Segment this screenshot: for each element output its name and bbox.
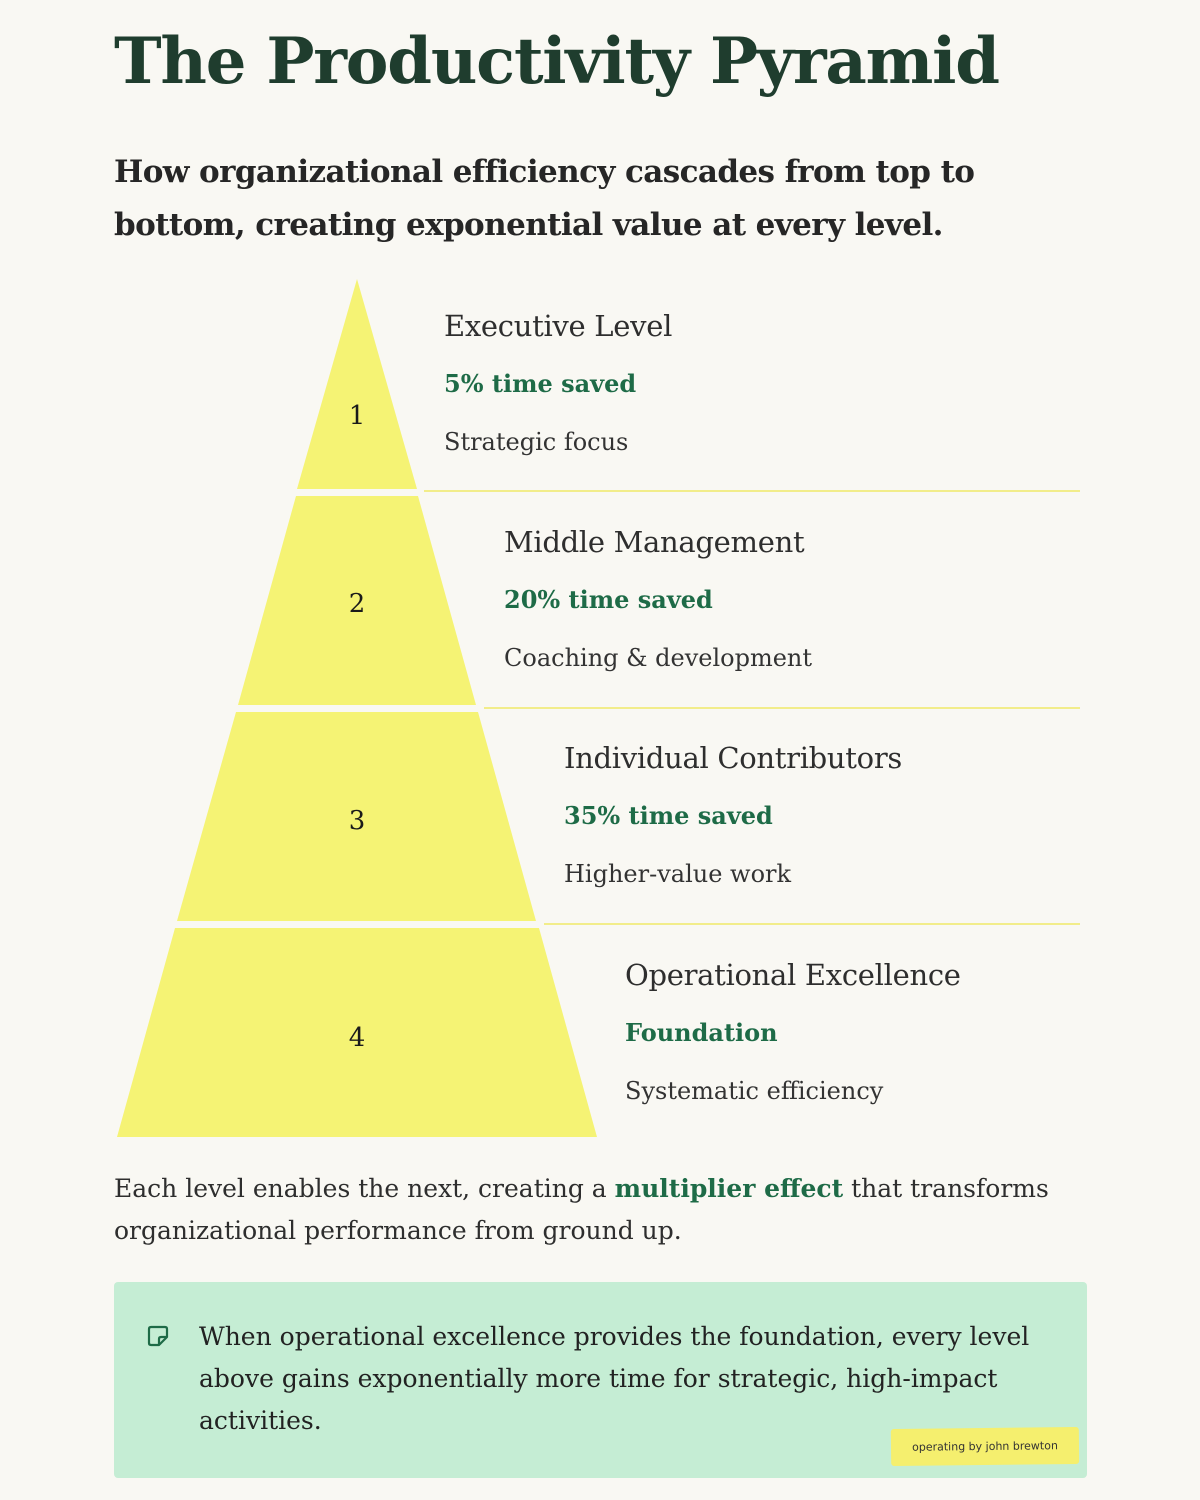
level-4-info [625, 957, 961, 1109]
level-description: Higher-value work [564, 860, 792, 888]
page-title: The Productivity Pyramid [114, 24, 999, 99]
level-description: Systematic efficiency [625, 1077, 884, 1105]
level-divider [484, 707, 1080, 709]
level-name: Middle Management [504, 525, 805, 559]
level-3-info [564, 740, 902, 892]
level-name: Operational Excellence [625, 958, 961, 992]
level-description: Strategic focus [444, 428, 629, 456]
summary-text-start: Each level enables the next, creating a [114, 1174, 615, 1203]
level-metric: 35% time saved [564, 801, 773, 830]
level-metric: 20% time saved [504, 585, 713, 614]
level-metric: Foundation [625, 1018, 778, 1047]
summary-text [114, 1168, 1114, 1252]
tier-number-4: 4 [348, 1023, 366, 1053]
level-description: Coaching & development [504, 644, 813, 672]
summary-highlight: multiplier effect [614, 1174, 844, 1203]
page-subtitle: How organizational efficiency cascades from top to bottom, creating exponential value at every level. [114, 154, 975, 243]
note-icon [146, 1324, 170, 1348]
tier-number-3: 3 [348, 806, 366, 836]
level-divider [424, 490, 1080, 492]
summary-text-end: that transforms organizational performance from ground up. [114, 1174, 1049, 1245]
credit-tag: operating by john brewton [891, 1427, 1079, 1466]
level-divider [544, 923, 1080, 925]
level-metric: 5% time saved [444, 369, 637, 398]
level-1-info [444, 308, 672, 460]
callout-box [114, 1282, 1087, 1478]
level-name: Individual Contributors [564, 741, 902, 775]
level-name: Executive Level [444, 309, 673, 343]
tier-number-1: 1 [348, 401, 366, 431]
level-2-info [504, 524, 812, 676]
callout-text: When operational excellence provides the foundation, every level above gains exponentially more time for strategic, high-impact activities. [199, 1322, 1030, 1435]
tier-number-2: 2 [348, 589, 366, 619]
pyramid-tier-1 [297, 279, 417, 489]
